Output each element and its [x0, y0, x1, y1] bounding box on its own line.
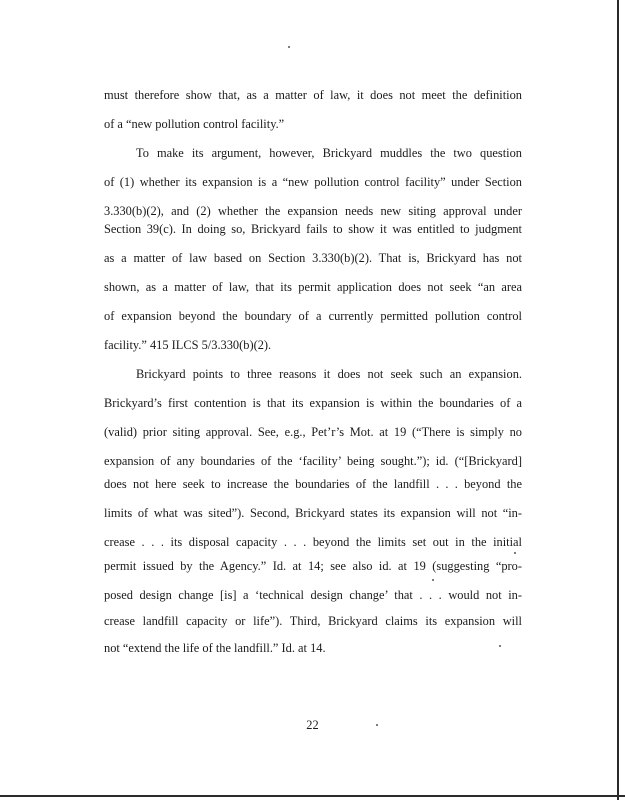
- text-line: of a “new pollution control facility.”: [104, 117, 285, 131]
- text-line: as a matter of law based on Section 3.330(b)(2). That is, Brickyard has not: [104, 251, 522, 265]
- text-line: 3.330(b)(2), and (2) whether the expansion needs new siting approval under: [104, 204, 522, 218]
- text-line: facility.” 415 ILCS 5/3.330(b)(2).: [104, 338, 272, 352]
- text-line: must therefore show that, as a matter of law, it does not meet the definition: [104, 88, 522, 102]
- scan-speck: [288, 46, 290, 48]
- text-line: crease . . . its disposal capacity . . . beyond the limits set out in the initial: [104, 535, 522, 549]
- scan-edge-right: [617, 0, 619, 800]
- text-line: crease landfill capacity or life”). Third, Brickyard claims its expansion will: [104, 614, 522, 628]
- text-line: Section 39(c). In doing so, Brickyard fails to show it was entitled to judgment: [104, 222, 522, 236]
- text-line: of expansion beyond the boundary of a currently permitted pollution control: [104, 309, 522, 323]
- text-line: permit issued by the Agency.” Id. at 14; see also id. at 19 (suggesting “pro-: [104, 559, 522, 573]
- text-line: To make its argument, however, Brickyard muddles the two question: [136, 146, 522, 160]
- text-line: posed design change [is] a ‘technical design change’ that . . . would not in-: [104, 588, 522, 602]
- scan-speck: [432, 579, 434, 581]
- text-line: expansion of any boundaries of the ‘facility’ being sought.”); id. (“[Brickyard]: [104, 454, 522, 468]
- text-line: does not here seek to increase the boundaries of the landfill . . . beyond the: [104, 477, 522, 491]
- scan-speck: [514, 552, 516, 554]
- text-line: of (1) whether its expansion is a “new pollution control facility” under Section: [104, 175, 522, 189]
- page-number: 22: [306, 718, 319, 732]
- text-line: Brickyard points to three reasons it does not seek such an expansion.: [136, 367, 522, 381]
- text-line: limits of what was sited”). Second, Brickyard states its expansion will not “in-: [104, 506, 522, 520]
- scan-speck: [499, 645, 501, 647]
- scan-edge-bottom: [0, 795, 625, 797]
- text-line: (valid) prior siting approval. See, e.g., Pet’r’s Mot. at 19 (“There is simply no: [104, 425, 522, 439]
- text-line: shown, as a matter of law, that its permit application does not seek “an area: [104, 280, 522, 294]
- text-line: Brickyard’s first contention is that its expansion is within the boundaries of a: [104, 396, 522, 410]
- text-line: not “extend the life of the landfill.” Id. at 14.: [104, 641, 326, 655]
